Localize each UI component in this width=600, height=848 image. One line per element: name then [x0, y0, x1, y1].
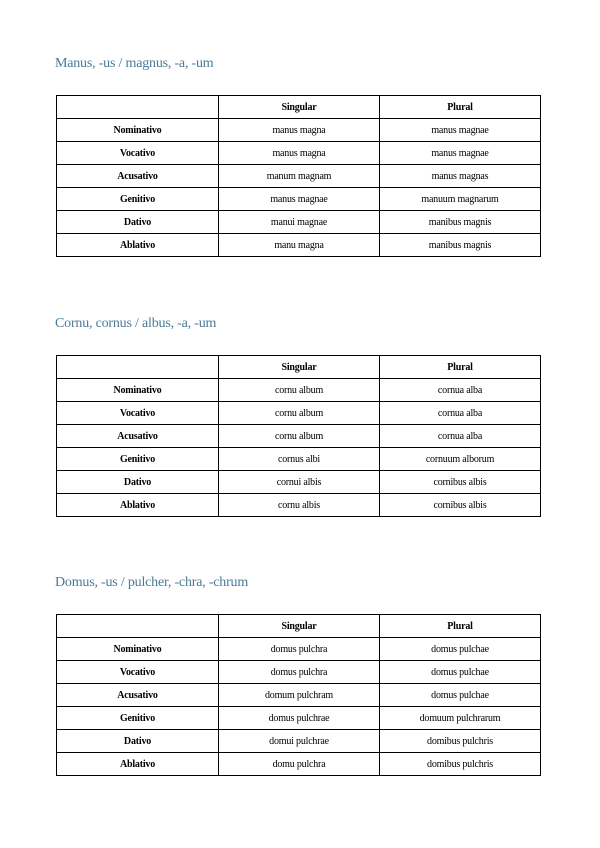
singular-cell: cornu album [219, 379, 380, 402]
case-label: Genitivo [57, 448, 219, 471]
header-singular: Singular [219, 615, 380, 638]
case-label: Vocativo [57, 142, 219, 165]
plural-cell: manus magnae [380, 119, 541, 142]
plural-cell: domus pulchae [380, 684, 541, 707]
table-row [57, 707, 541, 730]
plural-cell: cornua alba [380, 379, 541, 402]
plural-cell: manuum magnarum [380, 188, 541, 211]
plural-cell: cornuum alborum [380, 448, 541, 471]
table-row [57, 119, 541, 142]
table-row [57, 730, 541, 753]
case-label: Genitivo [57, 188, 219, 211]
plural-cell: manus magnas [380, 165, 541, 188]
singular-cell: manum magnam [219, 165, 380, 188]
singular-cell: cornu albis [219, 494, 380, 517]
plural-cell: domibus pulchris [380, 730, 541, 753]
case-label: Vocativo [57, 661, 219, 684]
plural-cell: manibus magnis [380, 234, 541, 257]
table-row [57, 753, 541, 776]
header-empty [57, 96, 219, 119]
plural-cell: domibus pulchris [380, 753, 541, 776]
table-row [57, 188, 541, 211]
plural-cell: cornibus albis [380, 471, 541, 494]
table-row [57, 661, 541, 684]
case-label: Ablativo [57, 234, 219, 257]
table-row [57, 234, 541, 257]
case-label: Acusativo [57, 425, 219, 448]
header-singular: Singular [219, 96, 380, 119]
case-label: Acusativo [57, 684, 219, 707]
table-header-row [57, 615, 541, 638]
singular-cell: cornu album [219, 402, 380, 425]
header-empty [57, 615, 219, 638]
table-row [57, 638, 541, 661]
table-row [57, 684, 541, 707]
singular-cell: manus magna [219, 119, 380, 142]
case-label: Genitivo [57, 707, 219, 730]
declension-table-manus [56, 95, 541, 257]
plural-cell: domus pulchae [380, 638, 541, 661]
singular-cell: manus magna [219, 142, 380, 165]
table-row [57, 471, 541, 494]
singular-cell: cornu album [219, 425, 380, 448]
table-row [57, 142, 541, 165]
plural-cell: domuum pulchrarum [380, 707, 541, 730]
table-row [57, 425, 541, 448]
singular-cell: domus pulchra [219, 661, 380, 684]
table-header-row [57, 356, 541, 379]
section-title-manus: Manus, -us / magnus, -a, -um [55, 56, 214, 71]
singular-cell: manu magna [219, 234, 380, 257]
table-row [57, 494, 541, 517]
plural-cell: manibus magnis [380, 211, 541, 234]
header-plural: Plural [380, 356, 541, 379]
singular-cell: manui magnae [219, 211, 380, 234]
table-row [57, 165, 541, 188]
declension-table-cornu [56, 355, 541, 517]
case-label: Acusativo [57, 165, 219, 188]
header-plural: Plural [380, 615, 541, 638]
table-row [57, 379, 541, 402]
singular-cell: cornui albis [219, 471, 380, 494]
plural-cell: manus magnae [380, 142, 541, 165]
plural-cell: domus pulchae [380, 661, 541, 684]
singular-cell: cornus albi [219, 448, 380, 471]
singular-cell: domus pulchra [219, 638, 380, 661]
singular-cell: manus magnae [219, 188, 380, 211]
declension-table-domus [56, 614, 541, 776]
case-label: Nominativo [57, 379, 219, 402]
section-title-cornu: Cornu, cornus / albus, -a, -um [55, 316, 217, 331]
header-plural: Plural [380, 96, 541, 119]
case-label: Ablativo [57, 753, 219, 776]
case-label: Dativo [57, 211, 219, 234]
singular-cell: domus pulchrae [219, 707, 380, 730]
table-row [57, 448, 541, 471]
singular-cell: domui pulchrae [219, 730, 380, 753]
table-row [57, 211, 541, 234]
singular-cell: domum pulchram [219, 684, 380, 707]
case-label: Nominativo [57, 119, 219, 142]
case-label: Dativo [57, 730, 219, 753]
plural-cell: cornibus albis [380, 494, 541, 517]
header-empty [57, 356, 219, 379]
case-label: Dativo [57, 471, 219, 494]
section-title-domus: Domus, -us / pulcher, -chra, -chrum [55, 575, 249, 590]
case-label: Vocativo [57, 402, 219, 425]
plural-cell: cornua alba [380, 425, 541, 448]
table-header-row [57, 96, 541, 119]
case-label: Ablativo [57, 494, 219, 517]
table-row [57, 402, 541, 425]
case-label: Nominativo [57, 638, 219, 661]
plural-cell: cornua alba [380, 402, 541, 425]
header-singular: Singular [219, 356, 380, 379]
singular-cell: domu pulchra [219, 753, 380, 776]
